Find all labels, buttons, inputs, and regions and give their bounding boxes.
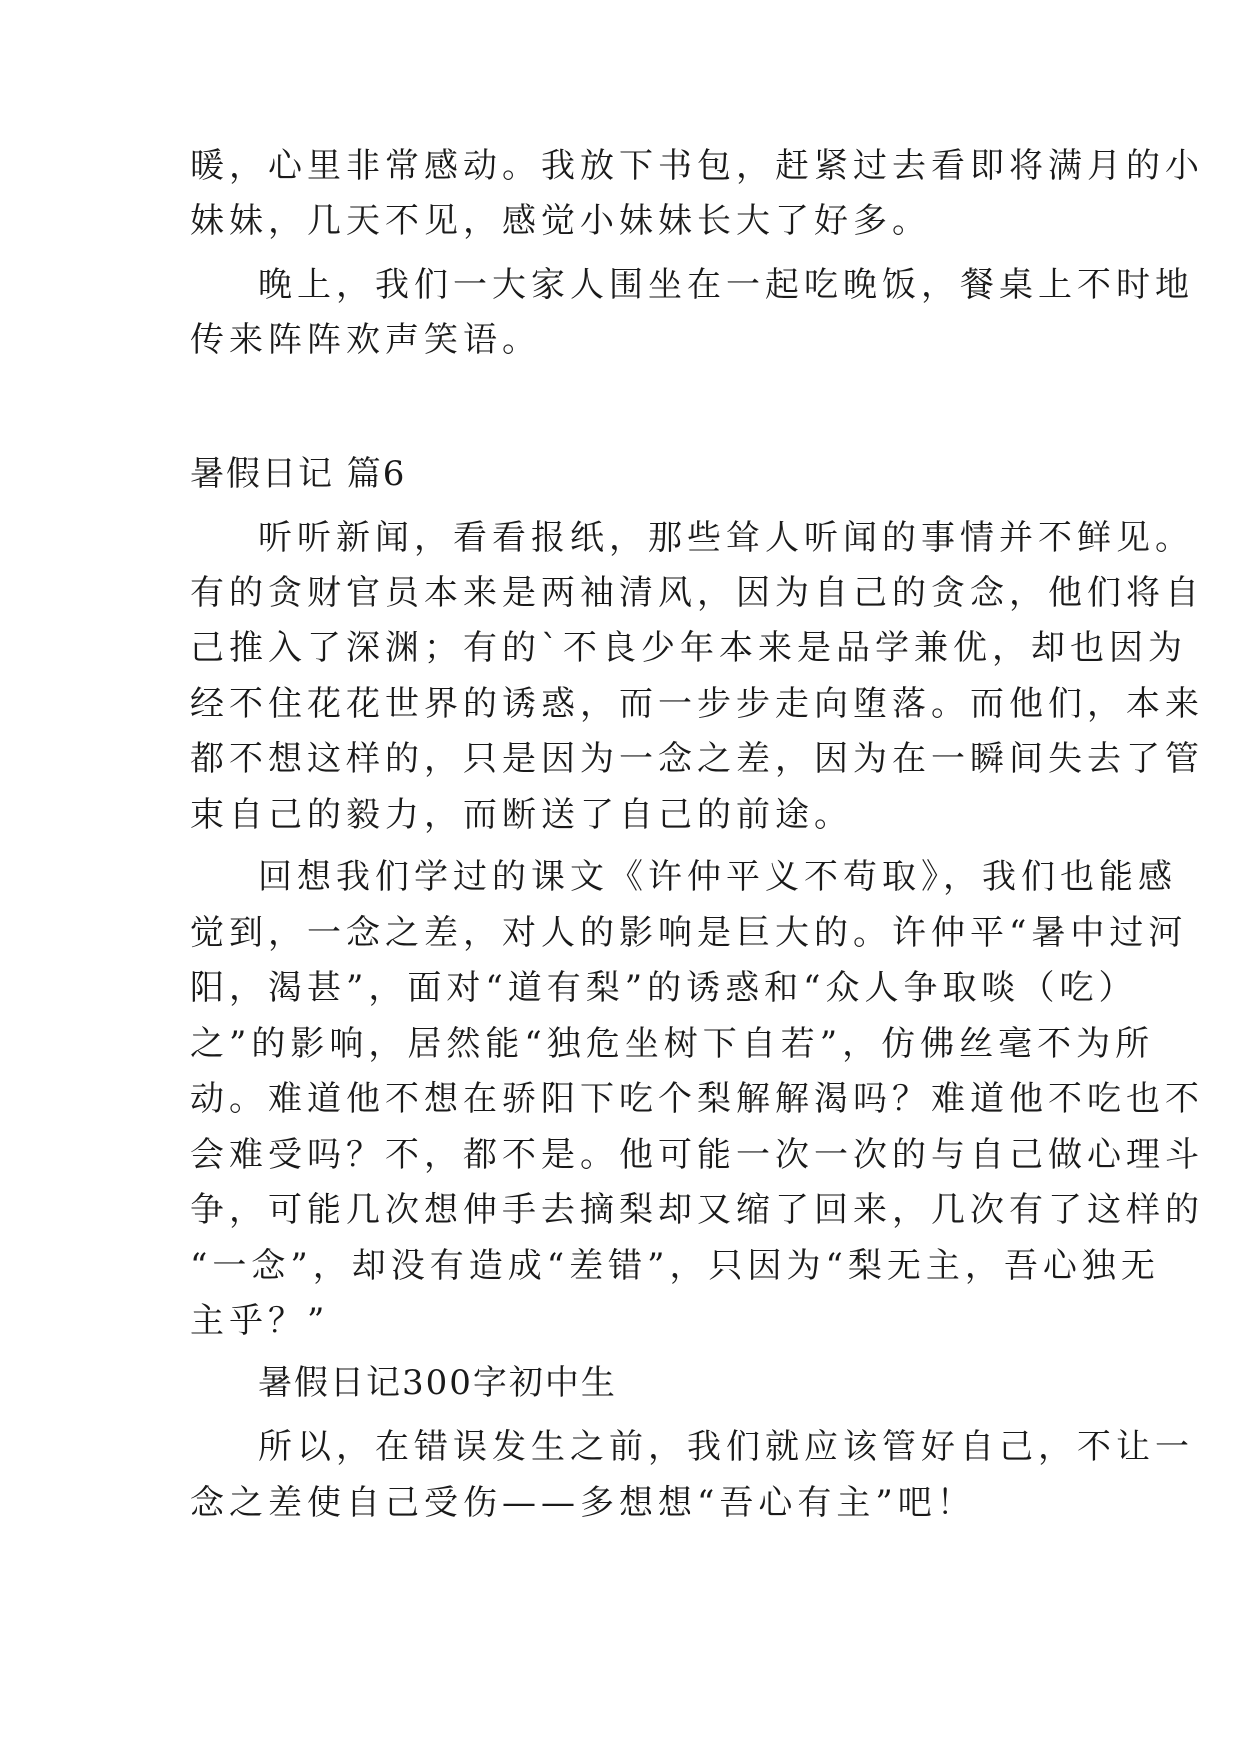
text-line: 争，可能几次想伸手去摘梨却又缩了回来，几次有了这样的 <box>190 1190 1204 1230</box>
text-line: 束自己的毅力，而断送了自己的前途。 <box>190 795 853 835</box>
section-heading: 暑假日记 篇6 <box>190 454 407 494</box>
text-line: 阳，渴甚”，面对“道有梨”的诱惑和“众人争取啖（吃） <box>190 968 1138 1008</box>
text-line: 之”的影响，居然能“独危坐树下自若”，仿佛丝毫不为所 <box>190 1024 1155 1064</box>
text-line: 暖，心里非常感动。我放下书包，赶紧过去看即将满月的小 <box>190 146 1204 186</box>
text-line: 会难受吗？不，都不是。他可能一次一次的与自己做心理斗 <box>190 1135 1204 1175</box>
text-line: 回想我们学过的课文《许仲平义不苟取》，我们也能感 <box>258 857 1177 897</box>
text-line: 暑假日记300字初中生 <box>258 1363 617 1403</box>
text-line: 所以，在错误发生之前，我们就应该管好自己，不让一 <box>258 1427 1194 1467</box>
text-line: 觉到，一念之差，对人的影响是巨大的。许仲平“暑中过河 <box>190 913 1188 953</box>
text-line: 念之差使自己受伤——多想想“吾心有主”吧！ <box>190 1483 976 1523</box>
text-line: 经不住花花世界的诱惑，而一步步走向堕落。而他们，本来 <box>190 684 1204 724</box>
text-line: 都不想这样的，只是因为一念之差，因为在一瞬间失去了管 <box>190 739 1204 779</box>
text-line: 传来阵阵欢声笑语。 <box>190 320 541 360</box>
text-line: 晚上，我们一大家人围坐在一起吃晚饭，餐桌上不时地 <box>258 265 1194 305</box>
text-line: 主乎？” <box>190 1301 330 1341</box>
text-line: 妹妹，几天不见，感觉小妹妹长大了好多。 <box>190 201 931 241</box>
text-line: “一念”，却没有造成“差错”，只因为“梨无主，吾心独无 <box>190 1246 1160 1286</box>
text-line: 听听新闻，看看报纸，那些耸人听闻的事情并不鲜见。 <box>258 518 1194 558</box>
text-line: 己推入了深渊；有的`不良少年本来是品学兼优，却也因为 <box>190 628 1187 668</box>
text-line: 有的贪财官员本来是两袖清风，因为自己的贪念，他们将自 <box>190 573 1204 613</box>
text-line: 动。难道他不想在骄阳下吃个梨解解渴吗？难道他不吃也不 <box>190 1079 1204 1119</box>
